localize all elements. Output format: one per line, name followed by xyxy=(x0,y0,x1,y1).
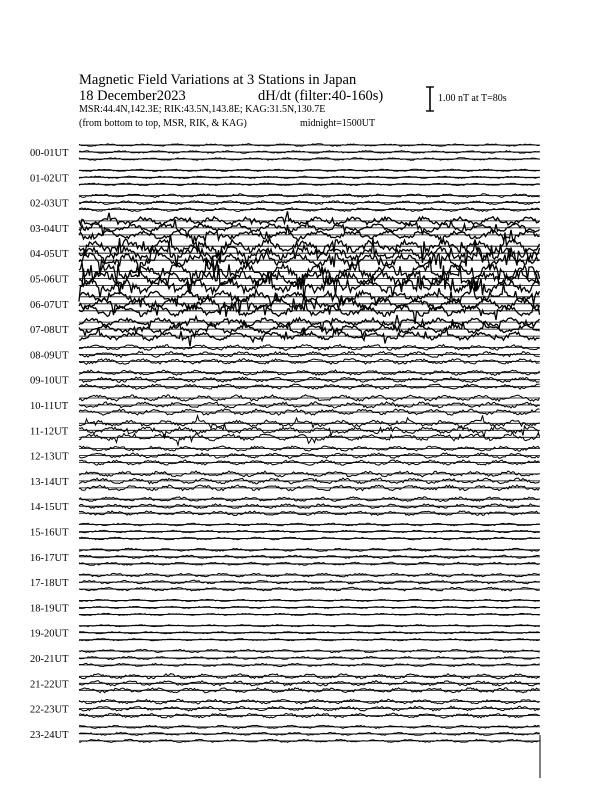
chart-date: 18 December2023 xyxy=(79,88,186,104)
hour-label: 17-18UT xyxy=(30,578,69,590)
hour-label: 12-13UT xyxy=(30,451,69,463)
hour-label: 06-07UT xyxy=(30,299,69,311)
hour-label: 16-17UT xyxy=(30,552,69,564)
hour-label: 18-19UT xyxy=(30,603,69,615)
trace-msr xyxy=(79,625,540,627)
trace-kag xyxy=(79,327,540,346)
chart-title: Magnetic Field Variations at 3 Stations in Japan xyxy=(79,72,357,88)
trace-kag xyxy=(79,739,540,742)
hour-label: 07-08UT xyxy=(30,325,69,337)
hour-label: 20-21UT xyxy=(30,654,69,665)
hour-label: 15-16UT xyxy=(30,527,69,539)
trace-msr xyxy=(79,169,540,171)
station-order-note: (from bottom to top, MSR, RIK, & KAG) xyxy=(79,118,247,129)
midnight-note: midnight=1500UT xyxy=(300,118,376,129)
hour-label: 05-06UT xyxy=(30,274,69,286)
hour-label: 14-15UT xyxy=(30,502,69,514)
hour-label: 23-24UT xyxy=(30,729,69,741)
hour-label: 02-03UT xyxy=(30,198,69,210)
hour-label: 04-05UT xyxy=(30,249,69,261)
hour-label: 11-12UT xyxy=(30,426,69,438)
trace-kag xyxy=(79,432,540,445)
scale-label: 1.00 nT at T=80s xyxy=(438,93,507,104)
hour-label: 10-11UT xyxy=(30,401,69,412)
hour-label: 01-02UT xyxy=(30,173,69,185)
hour-label: 19-20UT xyxy=(30,628,69,640)
hour-label: 08-09UT xyxy=(30,350,69,362)
hour-label: 21-22UT xyxy=(30,679,69,691)
trace-msr xyxy=(79,699,540,704)
hour-label: 03-04UT xyxy=(30,223,69,235)
hour-label: 09-10UT xyxy=(30,375,69,387)
trace-msr xyxy=(79,315,540,332)
hour-label: 22-23UT xyxy=(30,704,69,716)
chart-mode: dH/dt (filter:40-160s) xyxy=(258,88,384,104)
hour-label: 13-14UT xyxy=(30,476,69,488)
hour-label: 00-01UT xyxy=(30,148,69,159)
trace-rik xyxy=(79,176,540,178)
trace-msr xyxy=(79,211,540,225)
station-coordinates: MSR:44.4N,142.3E; RIK:43.5N,143.8E; KAG:31.5N,130.7E xyxy=(79,104,326,115)
